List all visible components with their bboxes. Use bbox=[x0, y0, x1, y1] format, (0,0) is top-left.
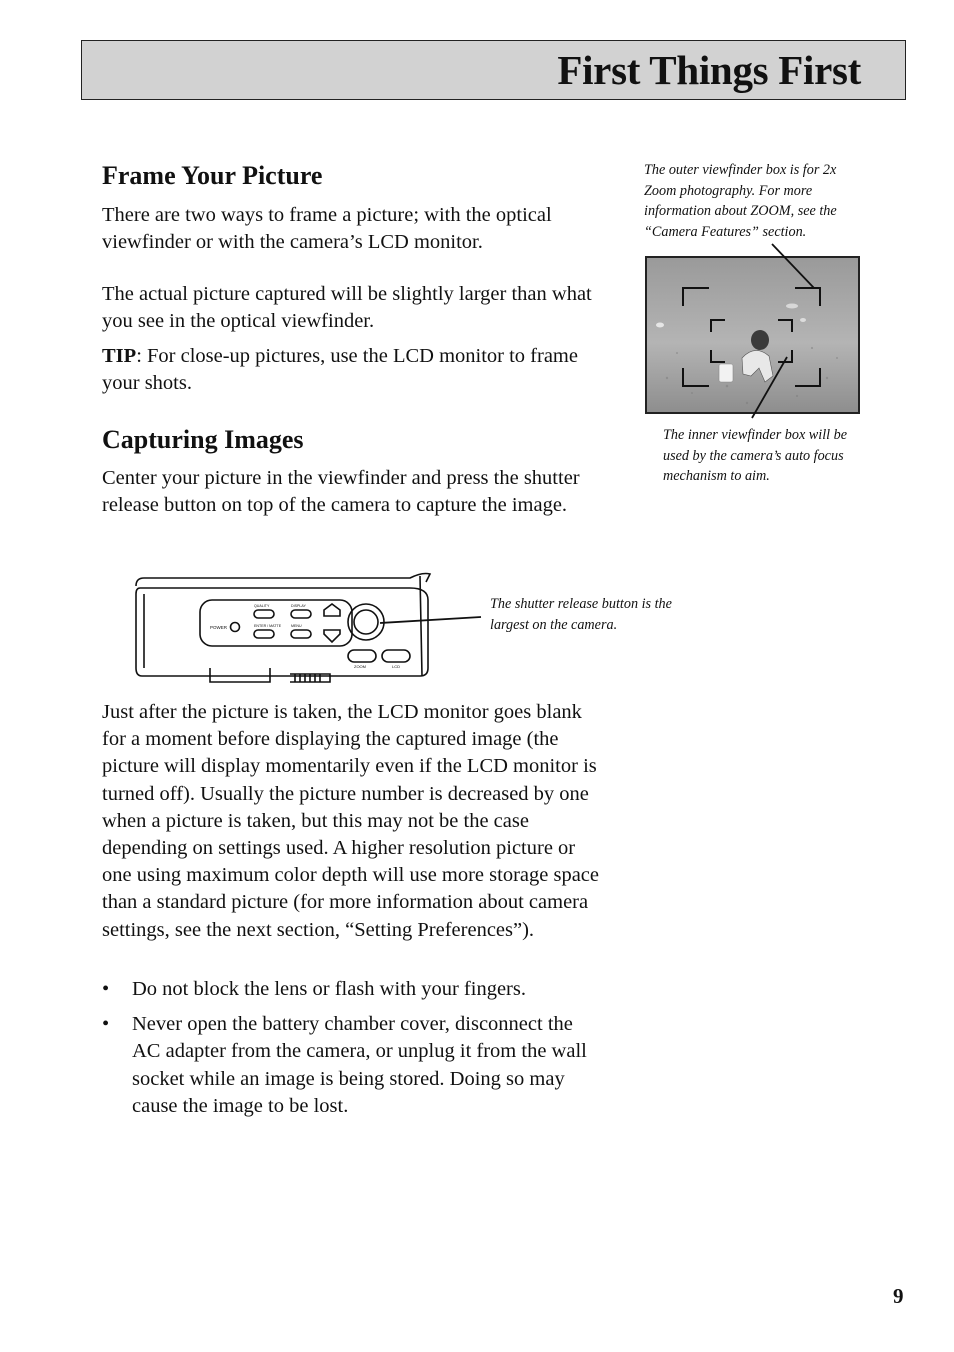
enter-label: ENTER / MATTE bbox=[254, 624, 282, 628]
lcd-label: LCD bbox=[392, 664, 401, 669]
camera-diagram bbox=[130, 568, 490, 684]
bullet-text: Do not block the lens or flash with your fingers. bbox=[132, 978, 526, 1000]
bullet-text: Never open the battery chamber cover, disconnect the AC adapter from the camera, or unplug it from the wall socket while an image is being stored. Doing so may cause the image to be lost. bbox=[132, 1013, 587, 1117]
camera-drawing bbox=[130, 568, 490, 684]
shutter-caption: The shutter release button is the largest on the camera. bbox=[490, 596, 672, 633]
tip-text: : For close-up pictures, use the LCD monitor to frame your shots. bbox=[102, 345, 578, 395]
outer-box-pointer bbox=[772, 244, 814, 288]
frame-heading: Frame Your Picture bbox=[102, 161, 323, 190]
quality-label: QUALITY bbox=[254, 604, 270, 608]
bullet-symbol: • bbox=[102, 978, 110, 1000]
capture-paragraph-1: Center your picture in the viewfinder and press the shutter release button on top of the camera to capture the image. bbox=[102, 467, 580, 517]
inner-box-caption: The inner viewfinder box will be used by the camera’s auto focus mechanism to aim. bbox=[663, 427, 848, 484]
tip-label: TIP bbox=[102, 345, 137, 367]
menu-label: MENU bbox=[291, 624, 302, 628]
capture-paragraph-2: Just after the picture is taken, the LCD monitor goes blank for a moment before displaying the captured image (the picture will display momentarily even if the LCD monitor is turned off). Usually the picture number is decreased by one when a picture is taken, but this may not be the case depending on settings used. A higher resolution picture or one using maximum color depth will use more storage space than a standard picture (for more information about camera settings, see the next section, “Setting Preferences”). bbox=[102, 701, 600, 941]
capture-heading: Capturing Images bbox=[102, 425, 304, 454]
warning-list bbox=[102, 976, 602, 1128]
power-label: POWER bbox=[210, 625, 228, 630]
inner-box-pointer bbox=[752, 357, 787, 418]
display-label: DISPLAY bbox=[291, 604, 306, 608]
page-title: First Things First bbox=[557, 47, 861, 93]
bullet-symbol: • bbox=[102, 1013, 110, 1036]
list-item bbox=[102, 976, 602, 1003]
frame-paragraph-1: There are two ways to frame a picture; with the optical viewfinder or with the camera’s LCD monitor. bbox=[102, 204, 552, 254]
page-number: 9 bbox=[893, 1284, 904, 1308]
frame-paragraph-2: The actual picture captured will be slightly larger than what you see in the optical viewfinder. bbox=[102, 283, 592, 333]
list-item bbox=[102, 1011, 602, 1120]
zoom-label: ZOOM bbox=[354, 664, 366, 669]
outer-box-caption: The outer viewfinder box is for 2x Zoom photography. For more information about ZOOM, see the “Camera Features” section. bbox=[644, 162, 837, 240]
